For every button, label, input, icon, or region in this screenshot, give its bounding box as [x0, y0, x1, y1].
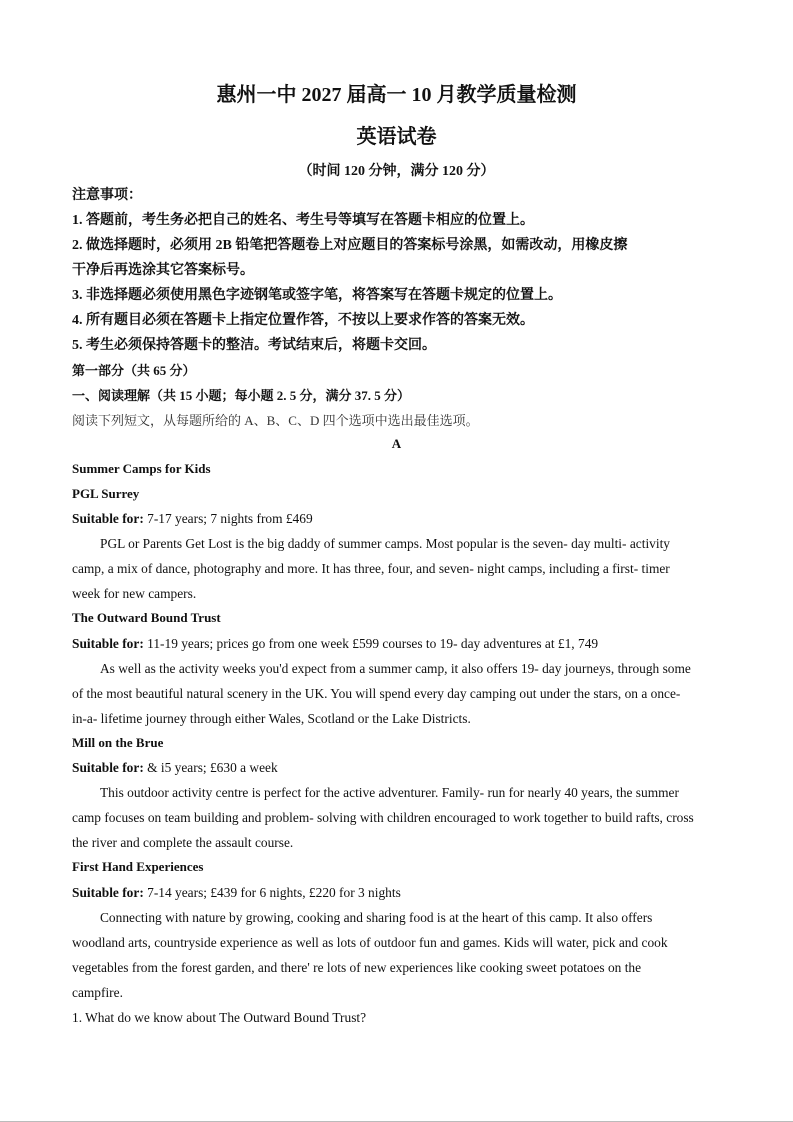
camp-desc-line: PGL or Parents Get Lost is the big daddy of summer camps. Most popular is the seven- day multi- activity [100, 536, 670, 551]
camp-desc-line: camp, a mix of dance, photography and more. It has three, four, and seven- night camps, including a first- timer [72, 561, 670, 576]
camp-suitable [72, 631, 722, 656]
section-instruction: 阅读下列短文，从每题所给的 A、B、C、D 四个选项中选出最佳选项。 [72, 413, 479, 428]
suitable-value: 7-17 years; 7 nights from £469 [143, 511, 313, 526]
notice-heading: 注意事项： [72, 188, 142, 203]
camp-desc-line: the river and complete the assault course. [72, 835, 294, 850]
suitable-label: Suitable for: [72, 511, 144, 526]
notice-item: 5. 考生必须保持答题卡的整洁。考试结束后，将题卡交回。 [72, 338, 436, 353]
question-1: 1. What do we know about The Outward Bound Trust? [72, 1009, 367, 1025]
camp-suitable [72, 755, 722, 780]
notice-section [72, 183, 722, 433]
exam-title: 惠州一中 2027 届高一 10 月教学质量检测 [216, 84, 577, 106]
passage-label: A [391, 436, 402, 451]
suitable-value: 7-14 years; £439 for 6 nights, £220 for 3 nights [143, 884, 401, 900]
camp-desc-line: of the most beautiful natural scenery in the UK. You will spend every day camping out under the stars, on a once- [72, 685, 681, 701]
notice-item: 干净后再选涂其它答案标号。 [72, 263, 254, 278]
camp-desc-line: in-a- lifetime journey through either Wales, Scotland or the Lake Districts. [72, 710, 471, 726]
camp-desc-line: camp focuses on team building and problem- solving with children encouraged to work together to build rafts, cross [72, 810, 694, 825]
camp-name: Mill on the Brue [72, 734, 164, 750]
section-heading: 一、阅读理解（共 15 小题；每小题 2. 5 分，满分 37. 5 分） [72, 388, 411, 403]
camp-suitable [72, 506, 722, 531]
camp-desc-line: week for new campers. [72, 586, 197, 601]
notice-item: 3. 非选择题必须使用黑色字迹钢笔或签字笔，将答案写在答题卡规定的位置上。 [72, 288, 562, 303]
camp-name: The Outward Bound Trust [72, 610, 221, 625]
camp-desc-line: vegetables from the forest garden, and there' re lots of new experiences like cooking sweet potatoes on the [72, 959, 642, 975]
passage-title: Summer Camps for Kids [72, 461, 211, 476]
camp-desc-line: As well as the activity weeks you'd expect from a summer camp, it also offers 19- day journeys, through some [100, 660, 691, 676]
camp-name: First Hand Experiences [72, 859, 204, 874]
passage [72, 457, 722, 1030]
camp-desc-line: This outdoor activity centre is perfect for the active adventurer. Family- run for nearly 40 years, the summer [100, 785, 679, 800]
camp-desc-line: woodland arts, countryside experience as well as lots of outdoor fun and games. Kids will water, pick and cook [72, 934, 668, 950]
notice-item: 1. 答题前，考生务必把自己的姓名、考生号等填写在答题卡相应的位置上。 [72, 213, 534, 228]
camp-name: PGL Surrey [72, 485, 140, 501]
notice-item: 4. 所有题目必须在答题卡上指定位置作答，不按以上要求作答的答案无效。 [72, 313, 534, 328]
part-heading: 第一部分（共 65 分） [72, 363, 196, 378]
time-info: （时间 120 分钟，满分 120 分） [298, 164, 495, 179]
notice-item: 2. 做选择题时，必须用 2B 铅笔把答题卷上对应题目的答案标号涂黑，如需改动，用橡皮擦 [72, 238, 628, 253]
suitable-label: Suitable for: [72, 760, 144, 775]
camp-desc-line: Connecting with nature by growing, cooking and sharing food is at the heart of this camp. It also offers [100, 909, 653, 925]
camp-suitable [72, 880, 722, 905]
suitable-value: & i5 years; £630 a week [143, 760, 278, 775]
suitable-label: Suitable for: [72, 884, 144, 900]
suitable-label: Suitable for: [72, 635, 144, 651]
camp-desc-line: campfire. [72, 984, 123, 1000]
exam-subtitle: 英语试卷 [356, 126, 437, 148]
suitable-value: 11-19 years; prices go from one week £599 courses to 19- day adventures at £1, 749 [143, 635, 599, 651]
